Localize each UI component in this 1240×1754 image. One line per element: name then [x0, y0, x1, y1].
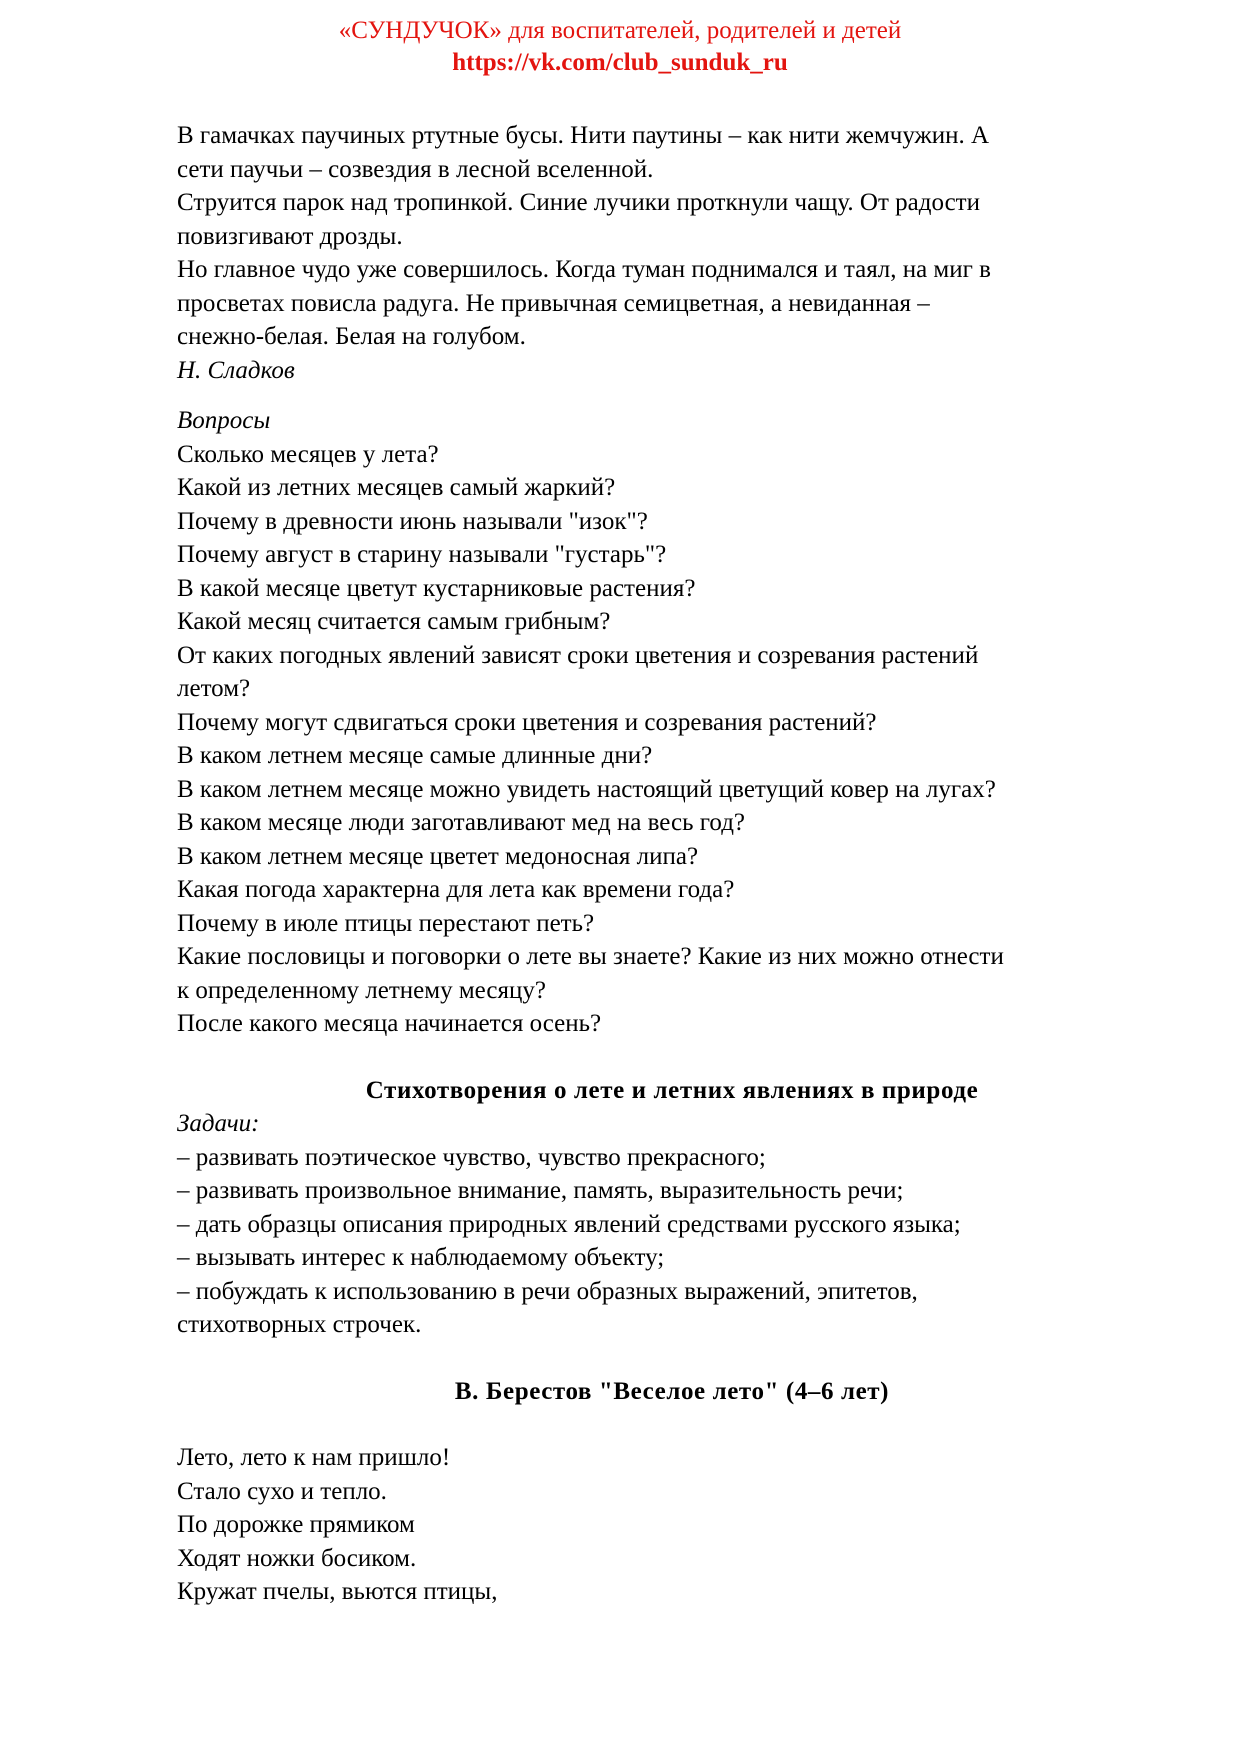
- section-heading: Стихотворения о лете и летних явлениях в природе: [365, 1076, 979, 1104]
- task-line: – развивать произвольное внимание, память, выразительность речи;: [177, 1177, 904, 1204]
- page-header: [0, 15, 1240, 79]
- spacer: [177, 1342, 1167, 1375]
- question-line: От каких погодных явлений зависят сроки цветения и созревания растений: [177, 641, 979, 669]
- question-line: Какие пословицы и поговорки о лете вы знаете? Какие из них можно отнести: [177, 943, 1004, 970]
- question-line: В каком летнем месяце можно увидеть настоящий цветущий ковер на лугах?: [177, 775, 996, 803]
- story-text: [177, 119, 1167, 387]
- question-line: В каком месяце люди заготавливают мед на весь год?: [177, 809, 746, 836]
- question-line: Почему август в старину называли "густарь"?: [177, 541, 667, 568]
- question-line: Какая погода характерна для лета как времени года?: [177, 876, 735, 903]
- question-line: Сколько месяцев у лета?: [177, 440, 439, 468]
- task-line: – вызывать интерес к наблюдаемому объекту;: [177, 1244, 665, 1271]
- question-line: Какой из летних месяцев самый жаркий?: [177, 474, 616, 501]
- task-line: – развивать поэтическое чувство, чувство прекрасного;: [177, 1143, 766, 1171]
- task-line: – побуждать к использованию в речи образных выражений, эпитетов,: [177, 1277, 918, 1305]
- spacer: [177, 387, 1167, 404]
- question-line: Почему могут сдвигаться сроки цветения и созревания растений?: [177, 708, 877, 736]
- poem-block: [177, 1375, 1167, 1609]
- question-line: В каком летнем месяце цветет медоносная липа?: [177, 842, 699, 870]
- poem-line: Кружат пчелы, вьются птицы,: [177, 1578, 498, 1605]
- story-line: Струится парок над тропинкой. Синие лучики проткнули чащу. От радости: [177, 189, 980, 216]
- question-line: В каком летнем месяце самые длинные дни?: [177, 742, 653, 769]
- question-line: Почему в древности июнь называли "изок"?: [177, 507, 648, 535]
- header-title: «СУНДУЧОК» для воспитателей, родителей и детей: [338, 17, 902, 44]
- header-link[interactable]: https://vk.com/club_sunduk_ru: [452, 49, 788, 76]
- question-line: к определенному летнему месяцу?: [177, 976, 546, 1004]
- poem-line: Лето, лето к нам пришло!: [177, 1444, 451, 1471]
- question-line: Почему в июле птицы перестают петь?: [177, 909, 595, 937]
- poem-line: Стало сухо и тепло.: [177, 1477, 387, 1505]
- story-line: В гамачках паучиных ртутные бусы. Нити паутины – как нити жемчужин. А: [177, 122, 990, 149]
- task-line: стихотворных строчек.: [177, 1311, 422, 1338]
- spacer: [177, 1408, 1167, 1441]
- poem-heading: В. Берестов "Веселое лето" (4–6 лет): [454, 1377, 890, 1405]
- poems-section: [177, 1074, 1167, 1342]
- story-author: Н. Сладков: [177, 356, 295, 384]
- task-line: – дать образцы описания природных явлений средствами русского языка;: [177, 1210, 961, 1238]
- question-line: После какого месяца начинается осень?: [177, 1010, 602, 1037]
- poem-line: По дорожке прямиком: [177, 1511, 415, 1538]
- question-line: летом?: [177, 675, 251, 702]
- story-line: просветах повисла радуга. Не привычная семицветная, а невиданная –: [177, 289, 930, 317]
- story-line: повизгивают дрозды.: [177, 222, 403, 250]
- question-line: Какой месяц считается самым грибным?: [177, 608, 611, 635]
- questions-title: Вопросы: [177, 407, 271, 434]
- question-line: В какой месяце цветут кустарниковые растения?: [177, 574, 696, 602]
- story-line: Но главное чудо уже совершилось. Когда туман поднимался и таял, на миг в: [177, 256, 991, 283]
- story-line: сети паучьи – созвездия в лесной вселенной.: [177, 155, 654, 183]
- tasks-label: Задачи:: [177, 1110, 260, 1137]
- document-body: [177, 119, 1167, 1609]
- spacer: [177, 1041, 1167, 1074]
- poem-line: Ходят ножки босиком.: [177, 1544, 417, 1572]
- questions-block: [177, 404, 1167, 1041]
- story-line: снежно-белая. Белая на голубом.: [177, 323, 526, 350]
